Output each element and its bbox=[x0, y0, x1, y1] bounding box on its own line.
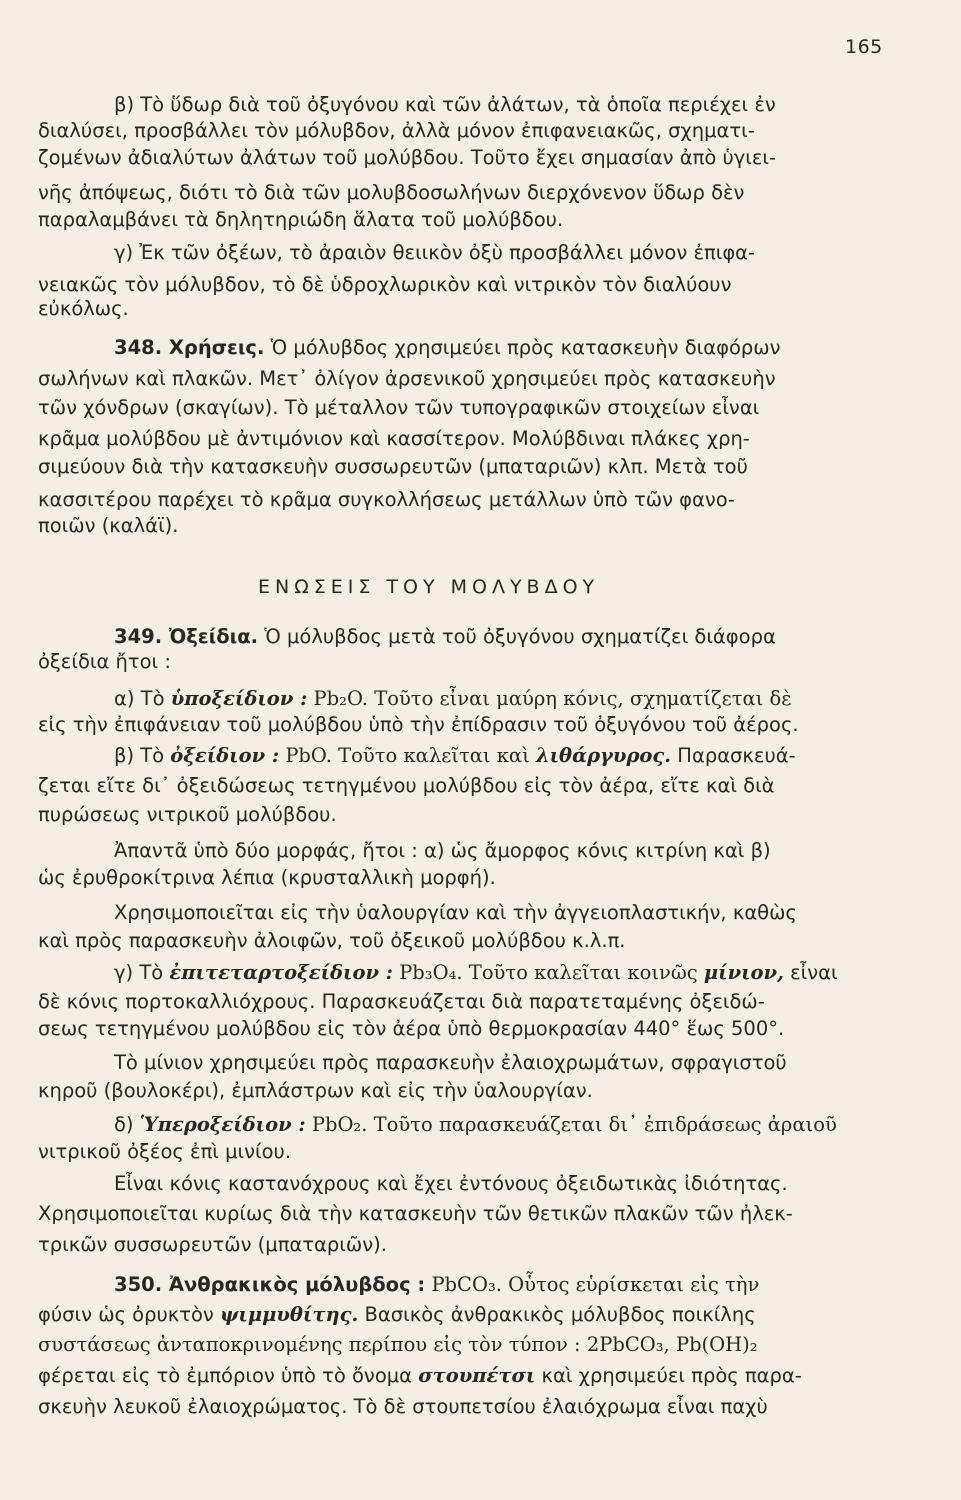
text-line bbox=[38, 119, 887, 143]
text-segment: ὀξείδια ἤτοι : bbox=[38, 650, 171, 673]
text-line bbox=[114, 1051, 890, 1075]
text-line bbox=[114, 687, 890, 711]
text-segment: 349. Ὀξείδια. bbox=[114, 625, 259, 648]
text-line bbox=[38, 990, 887, 1014]
text-segment: Pb₃O₄. Τοῦτο καλεῖται κοινῶς bbox=[399, 961, 698, 984]
text-segment: φύσιν ὡς ὀρυκτὸν bbox=[38, 1303, 214, 1326]
text-line bbox=[38, 514, 228, 538]
text-line bbox=[114, 839, 890, 863]
text-segment: ἐπιτεταρτοξείδιον : bbox=[169, 961, 393, 984]
text-segment: σκευὴν λευκοῦ ἐλαιοχρώματος. Τὸ δὲ στουπετσίου ἐλαιόχρωμα εἶναι παχὺ bbox=[38, 1395, 768, 1418]
text-line bbox=[38, 803, 438, 827]
text-segment: διαλύσει, προσβάλλει τὸν μόλυβδον, ἀλλὰ μόνον ἐπιφανειακῶς, σχηματι- bbox=[38, 119, 755, 142]
text-line bbox=[114, 336, 890, 360]
text-line bbox=[38, 488, 887, 512]
text-segment: σωλήνων καὶ πλακῶν. Μετ᾽ ὀλίγον ἀρσενικοῦ χρησιμεύει πρὸς κατασκευὴν bbox=[38, 367, 776, 390]
text-segment: στουπέτσι bbox=[418, 1364, 536, 1387]
text-line bbox=[114, 1172, 890, 1196]
text-segment: τρικῶν συσσωρευτῶν (μπαταριῶν). bbox=[38, 1233, 387, 1256]
text-segment: ποιῶν (καλάϊ). bbox=[38, 514, 179, 537]
text-segment: PbO₂. Τοῦτο παρασκευάζεται δι᾽ ἐπιδράσεως ἀραιοῦ bbox=[311, 1113, 837, 1136]
text-segment: τῶν χόνδρων (σκαγίων). Τὸ μέταλλον τῶν τυπογραφικῶν στοιχείων εἶναι bbox=[38, 396, 760, 419]
text-line bbox=[38, 273, 887, 297]
text-segment: ὀξείδιον : bbox=[170, 744, 280, 767]
text-line bbox=[38, 1079, 887, 1103]
text-segment: εὐκόλως. bbox=[38, 297, 129, 320]
text-segment: κασσιτέρου παρέχει τὸ κρᾶμα συγκολλήσεως μετάλλων ὑπὸ τῶν φανο- bbox=[38, 488, 735, 511]
text-segment: νειακῶς τὸν μόλυβδον, τὸ δὲ ὑδροχλωρικὸν καὶ νιτρικὸν τὸν διαλύουν bbox=[38, 273, 732, 296]
text-line bbox=[38, 396, 887, 420]
text-segment: νιτρικοῦ ὀξέος ἐπὶ μινίου. bbox=[38, 1140, 292, 1163]
text-segment: μίνιον, bbox=[703, 961, 784, 984]
text-segment: συστάσεως ἀνταποκρινομένης περίπου εἰς τὸν τύπον : 2PbCO₃, Pb(OH)₂ bbox=[38, 1333, 758, 1356]
text-segment: ὡς ἐρυθροκίτρινα λέπια (κρυσταλλικὴ μορφή). bbox=[38, 866, 496, 889]
text-segment: PbO. Τοῦτο καλεῖται καὶ bbox=[285, 744, 530, 767]
text-segment: Βασικὸς ἀνθρακικὸς μόλυβδος ποικίλης bbox=[364, 1303, 756, 1326]
page-number: 165 bbox=[845, 36, 883, 58]
text-line bbox=[38, 1140, 438, 1164]
text-segment: Τὸ μίνιον χρησιμεύει πρὸς παρασκευὴν ἐλαιοχρωμάτων, σφραγιστοῦ bbox=[114, 1051, 787, 1074]
text-segment: α) Τὸ bbox=[114, 687, 165, 710]
text-segment: λιθάργυρος. bbox=[535, 744, 672, 767]
text-line bbox=[114, 1113, 890, 1137]
text-line bbox=[38, 1364, 887, 1388]
text-line bbox=[38, 774, 887, 798]
text-line bbox=[38, 866, 638, 890]
text-line bbox=[38, 297, 138, 321]
text-segment: Pb₂O. Τοῦτο εἶναι μαύρη κόνις, σχηματίζεται δὲ bbox=[313, 687, 792, 710]
text-segment: β) Τὸ ὕδωρ διὰ τοῦ ὀξυγόνου καὶ τῶν ἀλάτων, τὰ ὁποῖα περιέχει ἐν bbox=[114, 93, 776, 116]
text-line bbox=[38, 1202, 887, 1226]
text-segment: γ) Τὸ bbox=[114, 961, 164, 984]
text-line bbox=[38, 929, 887, 953]
text-line bbox=[38, 1333, 887, 1357]
text-line bbox=[38, 208, 887, 232]
section-heading: ΕΝΩΣΕΙΣ ΤΟΥ ΜΟΛΥΒΔΟΥ bbox=[258, 576, 600, 598]
text-segment: PbCO₃. Οὗτος εὑρίσκεται εἰς τὴν bbox=[431, 1273, 760, 1296]
text-segment: σεως τετηγμένου μολύβδου εἰς τὸν ἀέρα ὑπὸ θερμοκρασίαν 440° ἕως 500°. bbox=[38, 1017, 785, 1040]
text-segment: σιμεύουν διὰ τὴν κατασκευὴν συσσωρευτῶν (μπαταριῶν) κλπ. Μετὰ τοῦ bbox=[38, 455, 748, 478]
text-segment: καὶ χρησιμεύει πρὸς παρα- bbox=[541, 1364, 802, 1387]
text-line bbox=[114, 961, 890, 985]
text-segment: ζεται εἴτε δι᾽ ὀξειδώσεως τετηγμένου μολύβδου εἰς τὸν ἀέρα, εἴτε καὶ διὰ bbox=[38, 774, 775, 797]
text-segment: καὶ πρὸς παρασκευὴν ἀλοιφῶν, τοῦ ὀξεικοῦ μολύβδου κ.λ.π. bbox=[38, 929, 626, 952]
text-line bbox=[38, 146, 887, 170]
text-segment: Ὑπεροξείδιον : bbox=[139, 1113, 306, 1136]
text-segment: 348. Χρήσεις. bbox=[114, 336, 265, 359]
text-segment: δ) bbox=[114, 1113, 134, 1136]
text-segment: παραλαμβάνει τὰ δηλητηριώδη ἅλατα τοῦ μολύβδου. bbox=[38, 208, 564, 231]
text-segment: ζομένων ἀδιαλύτων ἀλάτων τοῦ μολύβδου. Τοῦτο ἔχει σημασίαν ἀπὸ ὑγιει- bbox=[38, 146, 777, 169]
text-line bbox=[38, 1017, 887, 1041]
text-line bbox=[38, 427, 887, 451]
text-segment: β) Τὸ bbox=[114, 744, 165, 767]
text-line bbox=[114, 901, 890, 925]
text-line bbox=[38, 181, 887, 205]
text-segment: Ὁ μόλυβδος χρησιμεύει πρὸς κατασκευὴν διαφόρων bbox=[270, 336, 781, 359]
text-segment: δὲ κόνις πορτοκαλλιόχρους. Παρασκευάζεται διὰ παρατεταμένης ὀξειδώ- bbox=[38, 990, 765, 1013]
text-segment: Εἶναι κόνις καστανόχρους καὶ ἔχει ἐντόνους ὀξειδωτικὰς ἰδιότητας. bbox=[114, 1172, 788, 1195]
text-segment: Ὁ μόλυβδος μετὰ τοῦ ὀξυγόνου σχηματίζει διάφορα bbox=[264, 625, 776, 648]
text-segment: κηροῦ (βουλοκέρι), ἐμπλάστρων καὶ εἰς τὴν ὑαλουργίαν. bbox=[38, 1079, 593, 1102]
text-line bbox=[38, 1395, 887, 1419]
text-line bbox=[114, 93, 890, 117]
text-segment: ψιμμυθίτης. bbox=[220, 1303, 359, 1326]
text-segment: νῆς ἀπόψεως, διότι τὸ διὰ τῶν μολυβδοσωλήνων διερχόνενον ὕδωρ δὲν bbox=[38, 181, 745, 204]
text-segment: πυρώσεως νιτρικοῦ μολύβδου. bbox=[38, 803, 337, 826]
text-line bbox=[38, 1233, 538, 1257]
text-segment: εἰς τὴν ἐπιφάνειαν τοῦ μολύβδου ὑπὸ τὴν ἐπίδρασιν τοῦ ὀξυγόνου τοῦ ἀέρος. bbox=[38, 713, 799, 736]
text-segment: ὑποξείδιον : bbox=[170, 687, 308, 710]
text-line bbox=[38, 1303, 887, 1327]
text-line bbox=[38, 455, 887, 479]
text-segment: Χρησιμοποιεῖται κυρίως διὰ τὴν κατασκευὴν τῶν θετικῶν πλακῶν τῶν ἠλεκ- bbox=[38, 1202, 793, 1225]
text-line bbox=[38, 650, 338, 674]
text-line bbox=[114, 744, 890, 768]
text-line bbox=[114, 1273, 890, 1297]
text-segment: εἶναι bbox=[790, 961, 838, 984]
text-segment: κρᾶμα μολύβδου μὲ ἀντιμόνιον καὶ κασσίτερον. Μολύβδιναι πλάκες χρη- bbox=[38, 427, 750, 450]
text-line bbox=[38, 713, 887, 737]
text-segment: Ἀπαντᾶ ὑπὸ δύο μορφάς, ἤτοι : α) ὡς ἄμορφος κόνις κιτρίνη καὶ β) bbox=[114, 839, 771, 862]
text-line bbox=[114, 241, 890, 265]
text-line bbox=[114, 625, 890, 649]
text-segment: φέρεται εἰς τὸ ἐμπόριον ὑπὸ τὸ ὄνομα bbox=[38, 1364, 413, 1387]
text-segment: 350. Ἀνθρακικὸς μόλυβδος : bbox=[114, 1273, 426, 1296]
text-segment: Χρησιμοποιεῖται εἰς τὴν ὑαλουργίαν καὶ τὴν ἀγγειοπλαστικήν, καθὼς bbox=[114, 901, 797, 924]
text-segment: Παρασκευά- bbox=[677, 744, 796, 767]
text-segment: γ) Ἐκ τῶν ὀξέων, τὸ ἀραιὸν θειικὸν ὀξὺ προσβάλλει μόνον ἐπιφα- bbox=[114, 241, 756, 264]
text-line bbox=[38, 367, 887, 391]
